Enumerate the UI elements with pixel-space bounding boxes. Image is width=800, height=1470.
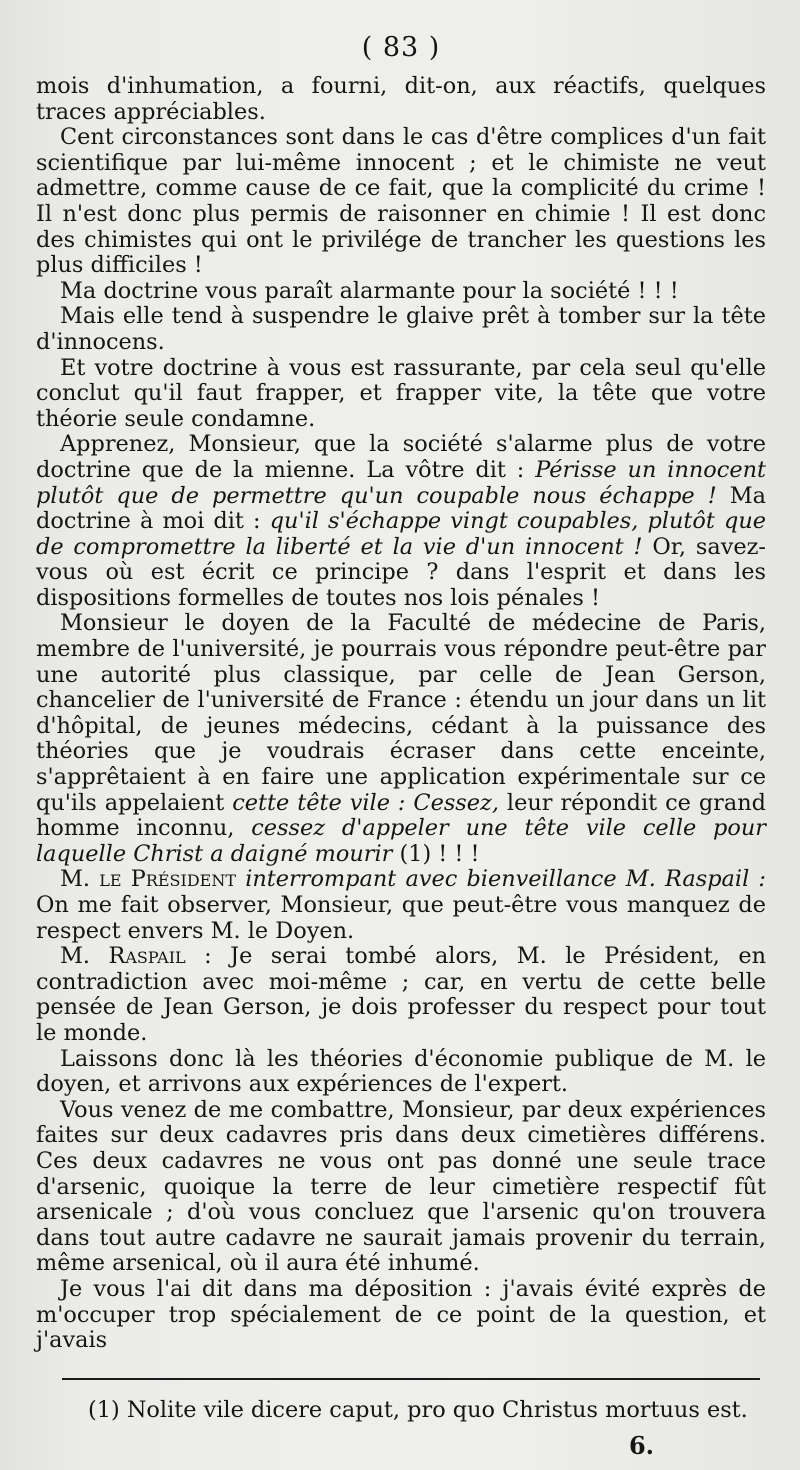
speaker-name: le Président: [99, 866, 237, 893]
italic-text: cette tête vile : Cessez,: [232, 789, 499, 816]
text-run: [236, 866, 245, 892]
italic-text: Périsse un innocent plutôt que de permettre qu'un coupable nous échappe !: [36, 456, 766, 509]
text-run: mois d'inhumation, a fourni, dit-on, aux réactifs, quelques traces appréciables.: [36, 73, 766, 125]
text-run: Je vous l'ai dit dans ma déposition : j'avais évité exprès de m'occuper trop spécialement de ce point de la question, et j'avais: [36, 1275, 766, 1354]
speaker-name: Raspail: [108, 943, 186, 970]
paragraph: [36, 1277, 766, 1354]
paragraph: [36, 1047, 766, 1098]
signature-mark: 6.: [628, 1431, 654, 1460]
text-run: Or, savez-vous où est écrit ce principe ? dans l'esprit et dans les dispositions formelles de toutes nos lois pénales !: [36, 533, 766, 611]
italic-text: interrompant avec bienveillance M. Raspail :: [245, 866, 766, 893]
text-run: M.: [60, 866, 100, 893]
paragraph: [36, 356, 766, 433]
text-run: (1) ! ! !: [392, 840, 480, 867]
text-run: : Je serai tombé alors, M. le Président, en contradiction avec moi-même ; car, en vertu de cette belle pensée de Jean Gerson, je dois professer du respect pour tout le monde.: [36, 943, 766, 1046]
text-run: leur répondit ce grand homme inconnu,: [36, 789, 766, 842]
text-run: Ma doctrine vous paraît alarmante pour la société ! ! !: [60, 277, 679, 304]
footnote: (1) Nolite vile dicere caput, pro quo Christus mortuus est.: [88, 1397, 748, 1423]
paragraph: [36, 867, 766, 944]
text-run: Mais elle tend à suspendre le glaive prêt à tomber sur la tête d'innocens.: [36, 303, 766, 355]
paragraph: [36, 611, 766, 867]
footnote-divider: [62, 1378, 760, 1380]
paragraph: [36, 279, 766, 305]
body-text: [36, 74, 766, 1354]
text-run: Ma doctrine à moi dit :: [36, 482, 766, 535]
text-run: Cent circonstances sont dans le cas d'être complices d'un fait scientifique par lui-même innocent ; et le chimiste ne veut admettre, comme cause de ce fait, que la complicité du crime ! Il n'est donc plus permis de raisonner en chimie ! Il est donc des chimistes qui ont le privilége de trancher les questions les plus difficiles !: [36, 124, 766, 279]
paragraph: [36, 1098, 766, 1277]
text-run: Et votre doctrine à vous est rassurante, par cela seul qu'elle conclut qu'il faut frapper, et frapper vite, la tête que votre théorie seule condamne.: [36, 354, 766, 432]
text-run: Apprenez, Monsieur, que la société s'alarme plus de votre doctrine que de la mienne. La vôtre dit :: [36, 431, 766, 483]
text-run: M.: [60, 943, 109, 970]
paragraph: [36, 125, 766, 279]
page-number: ( 83 ): [361, 32, 441, 63]
text-run: On me fait observer, Monsieur, que peut-être vous manquez de respect envers M. le Doyen.: [36, 892, 766, 944]
text-run: Vous venez de me combattre, Monsieur, par deux expériences faites sur deux cadavres pris dans deux cimetières différens. Ces deux cadavres ne vous ont pas donné une seule trace d'arsenic, quoique la terre de leur cimetière respectif fût arsenicale ; d'où vous concluez que l'arsenic qu'on trouvera dans tout autre cadavre ne saurait jamais provenir du terrain, même arsenical, où il aura été inhumé.: [36, 1096, 766, 1277]
text-run: Monsieur le doyen de la Faculté de médecine de Paris, membre de l'université, je pourrais vous répondre peut-être par une autorité plus classique, par celle de Jean Gerson, chancelier de l'université de France : étendu un jour dans un lit d'hôpital, de jeunes médecins, cédant à la puissance des théories que je voudrais écraser dans cette enceinte, s'apprêtaient à en faire une application expérimentale sur ce qu'ils appelaient: [36, 610, 766, 816]
paragraph: [36, 944, 766, 1046]
italic-text: cessez d'appeler une tête vile celle pour laquelle Christ a daigné mourir: [36, 815, 766, 867]
paragraph: [36, 304, 766, 355]
paragraph: [36, 74, 766, 125]
italic-text: qu'il s'échappe vingt coupables, plutôt que de compromettre la liberté et la vie d'un innocent !: [36, 508, 767, 560]
paragraph: [36, 432, 766, 611]
text-run: Laissons donc là les théories d'économie publique de M. le doyen, et arrivons aux expériences de l'expert.: [36, 1045, 766, 1098]
